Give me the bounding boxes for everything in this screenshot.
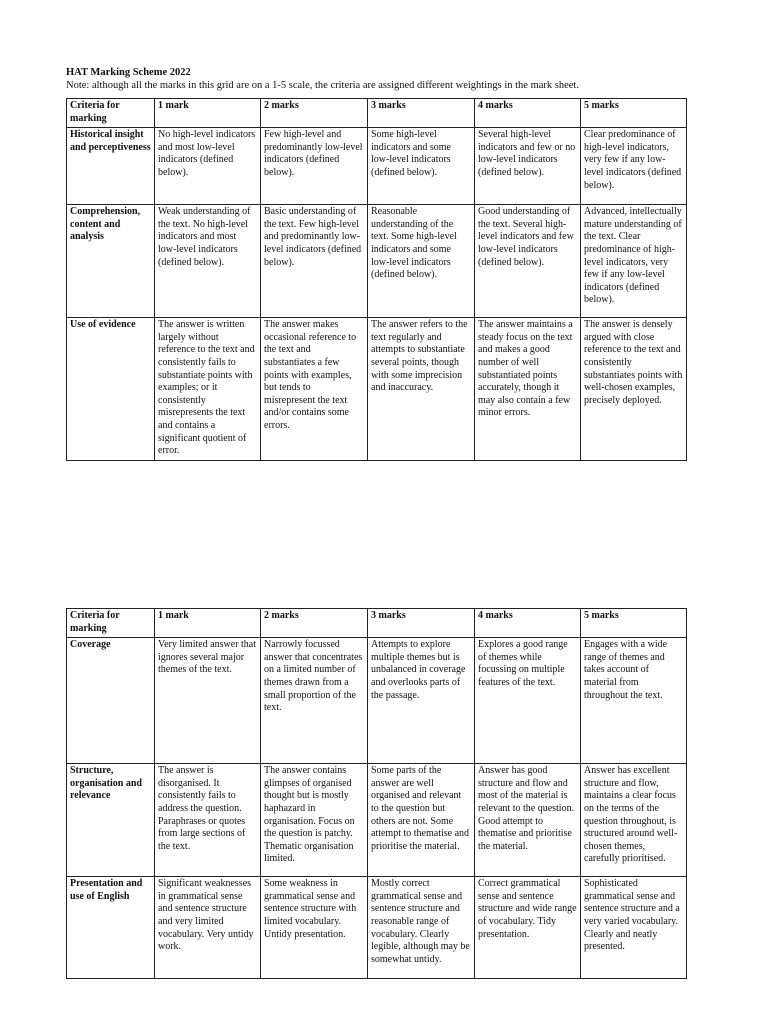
table-cell: Reasonable understanding of the text. Some high-level indicators and some low-level indicators (defined below). [368,205,475,318]
table-cell: Mostly correct grammatical sense and sentence structure and reasonable range of vocabulary. Clearly legible, although may be somewhat untidy. [368,877,475,979]
marking-table-1 [66,98,687,461]
table-cell: Some high-level indicators and some low-level indicators (defined below). [368,128,475,205]
column-header-3-marks: 3 marks [368,609,475,638]
column-header-1-mark: 1 mark [155,99,261,128]
table-cell: Answer has excellent structure and flow, maintains a clear focus on the terms of the question throughout, is structured around well-chosen themes, carefully prioritised. [581,764,687,877]
column-header-1-mark: 1 mark [155,609,261,638]
criterion-presentation: Presentation and use of English [67,877,155,979]
table-row [67,205,687,318]
table-cell: Very limited answer that ignores several major themes of the text. [155,638,261,764]
table-cell: Advanced, intellectually mature understanding of the text. Clear predominance of high-level indicators, very few if any low-level indicators (defined below). [581,205,687,318]
column-header-3-marks: 3 marks [368,99,475,128]
table-cell: Significant weaknesses in grammatical sense and sentence structure and very limited vocabulary. Very untidy work. [155,877,261,979]
document-note: Note: although all the marks in this grid are on a 1-5 scale, the criteria are assigned different weightings in the mark sheet. [66,80,579,91]
table-cell: The answer refers to the text regularly and attempts to substantiate several points, though with some imprecision and inaccuracy. [368,318,475,461]
table-cell: Some weakness in grammatical sense and sentence structure with limited vocabulary. Untidy presentation. [261,877,368,979]
table-cell: Several high-level indicators and few or no low-level indicators (defined below). [475,128,581,205]
table-cell: Engages with a wide range of themes and takes account of material from throughout the text. [581,638,687,764]
table-cell: Sophisticated grammatical sense and sentence structure and a very varied vocabulary. Clearly and neatly presented. [581,877,687,979]
column-header-4-marks: 4 marks [475,609,581,638]
column-header-2-marks: 2 marks [261,609,368,638]
column-header-4-marks: 4 marks [475,99,581,128]
criterion-historical-insight: Historical insight and perceptiveness [67,128,155,205]
table-cell: No high-level indicators and most low-level indicators (defined below). [155,128,261,205]
criterion-comprehension: Comprehension, content and analysis [67,205,155,318]
table-row [67,128,687,205]
table-cell: Good understanding of the text. Several high-level indicators and few low-level indicators (defined below). [475,205,581,318]
table-cell: The answer contains glimpses of organised thought but is mostly haphazard in organisation. Focus on the question is patchy. Thematic organisation limited. [261,764,368,877]
column-header-criteria: Criteria for marking [67,609,155,638]
table-row [67,318,687,461]
criterion-coverage: Coverage [67,638,155,764]
table-cell: The answer is written largely without reference to the text and consistently fails to substantiate points with examples; or it consistently misrepresents the text and contains a significant quotient of error. [155,318,261,461]
table-cell: Few high-level and predominantly low-level indicators (defined below). [261,128,368,205]
column-header-criteria: Criteria for marking [67,99,155,128]
column-header-5-marks: 5 marks [581,609,687,638]
table-row [67,764,687,877]
table-cell: Attempts to explore multiple themes but is unbalanced in coverage and overlooks parts of the passage. [368,638,475,764]
column-header-2-marks: 2 marks [261,99,368,128]
table-header-row [67,609,687,638]
document-heading [66,66,706,92]
table-cell: Some parts of the answer are well organised and relevant to the question but others are not. Some attempt to thematise and prioritise the material. [368,764,475,877]
table-cell: Narrowly focussed answer that concentrates on a limited number of themes drawn from a small proportion of the text. [261,638,368,764]
table-cell: Basic understanding of the text. Few high-level and predominantly low-level indicators (defined below). [261,205,368,318]
criterion-use-of-evidence: Use of evidence [67,318,155,461]
column-header-5-marks: 5 marks [581,99,687,128]
table-row [67,877,687,979]
table-cell: The answer makes occasional reference to the text and substantiates a few points with examples, but tends to misrepresent the text and/or contains some errors. [261,318,368,461]
table-cell: The answer is disorganised. It consistently fails to address the question. Paraphrases or quotes from large sections of the text. [155,764,261,877]
criterion-structure: Structure, organisation and relevance [67,764,155,877]
table-header-row [67,99,687,128]
table-cell: The answer is densely argued with close reference to the text and consistently substantiates points with well-chosen examples, precisely deployed. [581,318,687,461]
table-cell: Explores a good range of themes while focussing on multiple features of the text. [475,638,581,764]
table-cell: Weak understanding of the text. No high-level indicators and most low-level indicators (defined below). [155,205,261,318]
document-title: HAT Marking Scheme 2022 [66,67,191,78]
table-cell: Clear predominance of high-level indicators, very few if any low-level indicators (defined below). [581,128,687,205]
table-row [67,638,687,764]
table-cell: Answer has good structure and flow and most of the material is relevant to the question. Good attempt to thematise and prioritise the material. [475,764,581,877]
table-cell: Correct grammatical sense and sentence structure and wide range of vocabulary. Tidy presentation. [475,877,581,979]
marking-table-2 [66,608,687,979]
table-cell: The answer maintains a steady focus on the text and makes a good number of well substantiated points accurately, though it may also contain a few minor errors. [475,318,581,461]
